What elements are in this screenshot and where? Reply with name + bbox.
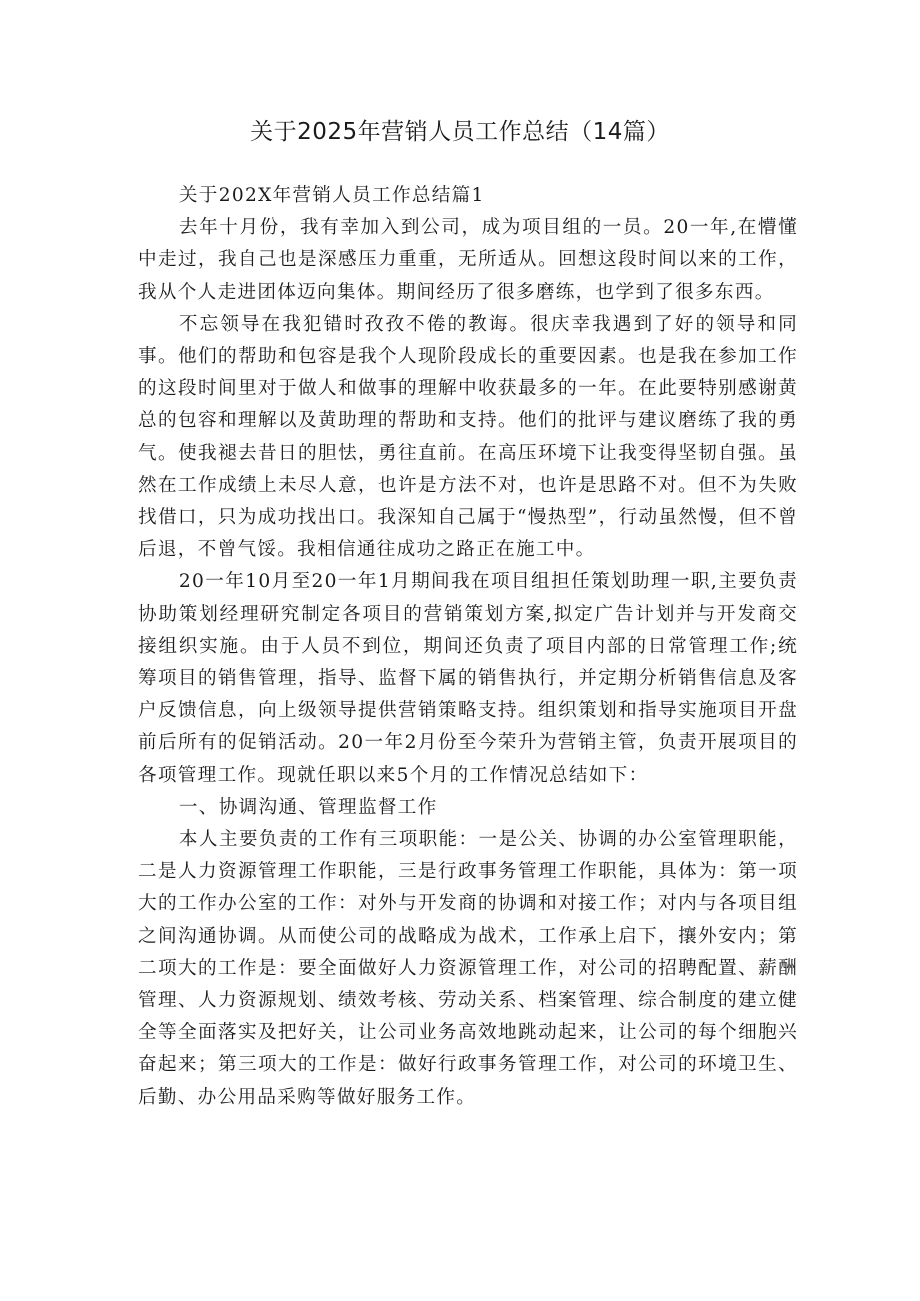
- subheading: 一、协调沟通、管理监督工作: [178, 796, 438, 818]
- paragraph-1: 去年十月份，我有幸加入到公司，成为项目组的一员。20一年,在懵懂中走过，我自己也是深感压力重重，无所适从。回想这段时间以来的工作，我从个人走进团体迈向集体。期间经历了很多磨练，也学到了很多东西。: [138, 217, 798, 303]
- document-title: 关于2025年营销人员工作总结（14篇）: [250, 119, 670, 145]
- paragraph-3: 20一年10月至20一年1月期间我在项目组担任策划助理一职,主要负责协助策划经理研究制定各项目的营销策划方案,拟定广告计划并与开发商交接组织实施。由于人员不到位，期间还负责了项目内部的日常管理工作;统筹项目的销售管理，指导、监督下属的销售执行，并定期分析销售信息及客户反馈信息，向上级领导提供营销策略支持。组织策划和指导实施项目开盘前后所有的促销活动。20一年2月份至今荣升为营销主管，负责开展项目的各项管理工作。现就任职以来5个月的工作情况总结如下：: [138, 571, 798, 786]
- document-body: [138, 180, 798, 1114]
- section-title: 关于202X年营销人员工作总结篇1: [178, 185, 485, 206]
- paragraph-2: 不忘领导在我犯错时孜孜不倦的教诲。很庆幸我遇到了好的领导和同事。他们的帮助和包容是我个人现阶段成长的重要因素。也是我在参加工作的这段时间里对于做人和做事的理解中收获最多的一年。在此要特别感谢黄总的包容和理解以及黄助理的帮助和支持。他们的批评与建议磨练了我的勇气。使我褪去昔日的胆怯，勇往直前。在高压环境下让我变得坚韧自强。虽然在工作成绩上未尽人意，也许是方法不对，也许是思路不对。但不为失败找借口，只为成功找出口。我深知自己属于“慢热型”，行动虽然慢，但不曾后退，不曾气馁。我相信通往成功之路正在施工中。: [138, 313, 798, 561]
- paragraph-4: 本人主要负责的工作有三项职能：一是公关、协调的办公室管理职能，二是人力资源管理工作职能，三是行政事务管理工作职能，具体为：第一项大的工作办公室的工作：对外与开发商的协调和对接工作；对内与各项目组之间沟通协调。从而使公司的战略成为战术，工作承上启下，攘外安内；第二项大的工作是：要全面做好人力资源管理工作，对公司的招聘配置、薪酬管理、人力资源规划、绩效考核、劳动关系、档案管理、综合制度的建立健全等全面落实及把好关，让公司业务高效地跳动起来，让公司的每个细胞兴奋起来；第三项大的工作是：做好行政事务管理工作，对公司的环境卫生、后勤、办公用品采购等做好服务工作。: [138, 829, 798, 1108]
